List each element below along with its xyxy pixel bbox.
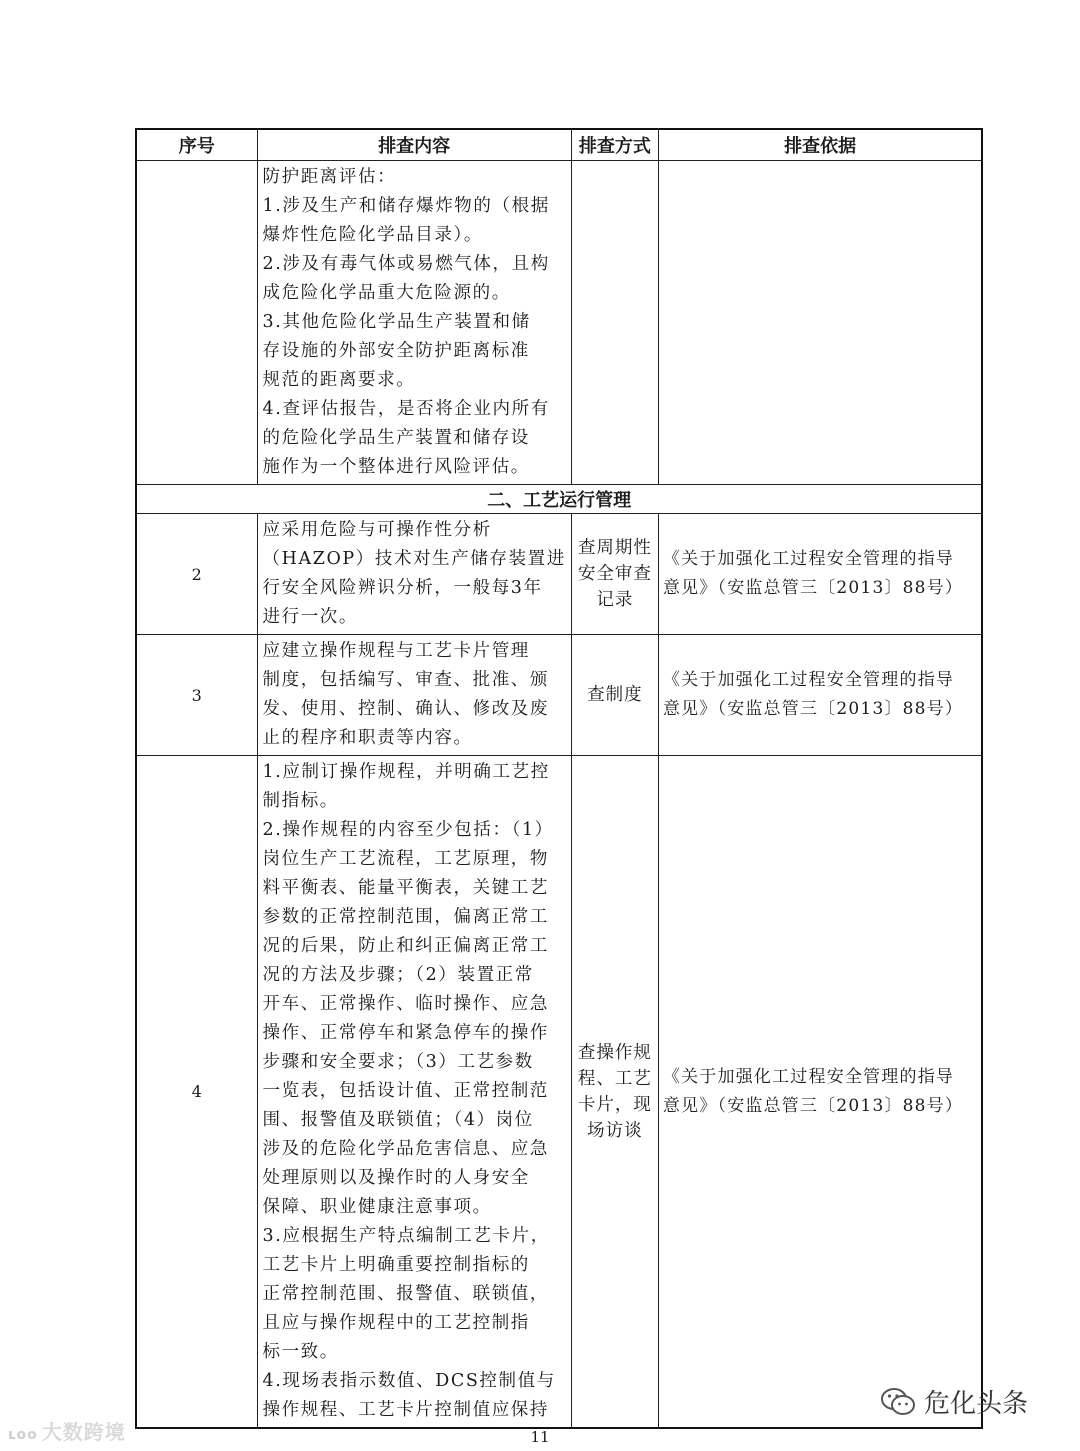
method-line: 场访谈 — [587, 1120, 643, 1141]
content-line: 岗位生产工艺流程，工艺原理，物 — [262, 849, 549, 869]
row-method-cell — [571, 514, 658, 635]
row-basis-cell — [658, 635, 982, 756]
method-line: 卡片，现 — [577, 1094, 652, 1115]
content-line: 况的方法及步骤；（2）装置正常 — [262, 965, 534, 985]
content-line: 成危险化学品重大危险源的。 — [262, 283, 511, 303]
header-basis: 排查依据 — [658, 129, 982, 161]
content-line: 防护距离评估： — [262, 167, 397, 187]
content-line: 2.操作规程的内容至少包括：（1） — [262, 820, 554, 840]
content-line: 况的后果，防止和纠正偏离正常工 — [262, 936, 549, 956]
watermark-right — [880, 1383, 1028, 1420]
table-row — [136, 161, 982, 485]
row-method-cell — [571, 635, 658, 756]
method-line: 查操作规 — [577, 1042, 652, 1063]
row-index: 4 — [136, 756, 257, 1429]
method-line: 安全审查 — [577, 564, 652, 584]
content-line: 1.涉及生产和储存爆炸物的（根据 — [262, 196, 550, 216]
content-line: 标一致。 — [262, 1342, 339, 1362]
content-line: 正常控制范围、报警值、联锁值， — [262, 1284, 549, 1304]
content-line: 4.现场表指示数值、DCS控制值与 — [262, 1371, 556, 1391]
content-line: 3.应根据生产特点编制工艺卡片， — [262, 1226, 550, 1246]
watermark-logo: ʟᴏᴏ — [8, 1427, 38, 1443]
content-line: 3.其他危险化学品生产装置和储 — [262, 312, 531, 332]
wechat-icon — [880, 1387, 916, 1417]
page-number: 11 — [530, 1428, 550, 1446]
basis-line: 《关于加强化工过程安全管理的指导 — [662, 549, 955, 569]
content-line: 施作为一个整体进行风险评估。 — [262, 457, 530, 477]
row-content-cell — [257, 756, 571, 1429]
content-line: 制指标。 — [262, 791, 339, 811]
section-row — [136, 485, 982, 514]
content-line: 步骤和安全要求；（3）工艺参数 — [262, 1052, 534, 1072]
content-line: 止的程序和职责等内容。 — [262, 728, 473, 748]
row-content-cell — [257, 161, 571, 485]
watermark-left-text: 大数跨境 — [41, 1420, 126, 1444]
content-line: 行安全风险辨识分析，一般每3年 — [262, 578, 543, 598]
content-line: 围、报警值及联锁值；（4）岗位 — [262, 1110, 534, 1130]
content-line: 且应与操作规程中的工艺控制指 — [262, 1313, 530, 1333]
content-line: 爆炸性危险化学品目录）。 — [262, 225, 483, 245]
content-line: 规范的距离要求。 — [262, 370, 416, 390]
basis-line: 意见》（安监总管三〔2013〕88号） — [662, 699, 964, 719]
row-index: 2 — [136, 514, 257, 635]
method-line: 查周期性 — [577, 538, 652, 558]
content-line: 一览表，包括设计值、正常控制范 — [262, 1081, 549, 1101]
section-title: 二、工艺运行管理 — [136, 485, 982, 514]
table-row — [136, 514, 982, 635]
row-index: 3 — [136, 635, 257, 756]
content-line: 2.涉及有毒气体或易燃气体，且构 — [262, 254, 550, 274]
row-basis-cell — [658, 756, 982, 1429]
content-line: 应采用危险与可操作性分析 — [262, 520, 492, 540]
basis-line: 《关于加强化工过程安全管理的指导 — [662, 670, 955, 690]
content-line: 制度，包括编写、审查、批准、颁 — [262, 670, 549, 690]
content-line: 操作、正常停车和紧急停车的操作 — [262, 1023, 549, 1043]
header-content: 排查内容 — [257, 129, 571, 161]
basis-line: 意见》（安监总管三〔2013〕88号） — [662, 578, 964, 598]
table-row — [136, 756, 982, 1429]
content-line: 进行一次。 — [262, 607, 358, 627]
content-line: 1.应制订操作规程，并明确工艺控 — [262, 762, 550, 782]
row-basis-cell — [658, 161, 982, 485]
table-header-row — [136, 129, 982, 161]
content-line: 操作规程、工艺卡片控制值应保持 — [262, 1400, 549, 1420]
content-line: 发、使用、控制、确认、修改及废 — [262, 699, 549, 719]
basis-line: 《关于加强化工过程安全管理的指导 — [662, 1066, 955, 1087]
row-content-cell — [257, 514, 571, 635]
content-line: 应建立操作规程与工艺卡片管理 — [262, 641, 530, 661]
header-index: 序号 — [136, 129, 257, 161]
method-line: 查制度 — [587, 685, 643, 705]
row-basis-cell — [658, 514, 982, 635]
header-method: 排查方式 — [571, 129, 658, 161]
content-line: 涉及的危险化学品危害信息、应急 — [262, 1139, 549, 1159]
content-line: 工艺卡片上明确重要控制指标的 — [262, 1255, 530, 1275]
content-line: 料平衡表、能量平衡表，关键工艺 — [262, 878, 549, 898]
row-index-cell — [136, 161, 257, 485]
content-line: 4.查评估报告，是否将企业内所有 — [262, 399, 550, 419]
watermark-right-text: 危化头条 — [924, 1389, 1029, 1419]
content-line: 存设施的外部安全防护距离标准 — [262, 341, 530, 361]
content-line: 处理原则以及操作时的人身安全 — [262, 1168, 530, 1188]
row-content-cell — [257, 635, 571, 756]
content-line: 开车、正常操作、临时操作、应急 — [262, 994, 549, 1014]
content-line: 保障、职业健康注意事项。 — [262, 1197, 492, 1217]
inspection-table — [135, 128, 983, 1429]
method-line: 程、工艺 — [577, 1068, 652, 1089]
content-line: 的危险化学品生产装置和储存设 — [262, 428, 530, 448]
row-method-cell — [571, 161, 658, 485]
content-line: 参数的正常控制范围，偏离正常工 — [262, 907, 549, 927]
content-line: （HAZOP）技术对生产储存装置进 — [262, 549, 566, 569]
basis-line: 意见》（安监总管三〔2013〕88号） — [662, 1095, 964, 1116]
method-line: 记录 — [596, 590, 634, 610]
table-row — [136, 635, 982, 756]
row-method-cell — [571, 756, 658, 1429]
